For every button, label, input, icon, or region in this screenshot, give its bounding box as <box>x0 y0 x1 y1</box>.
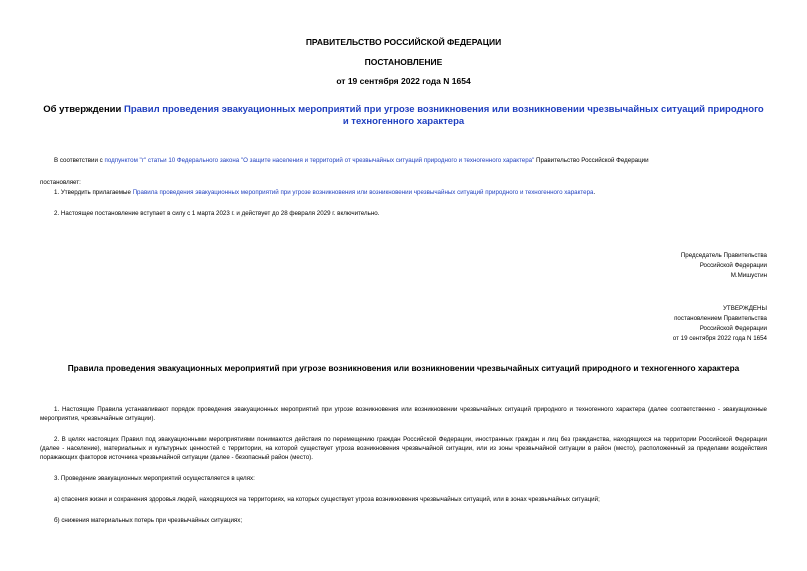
rules-paragraph-1: 1. Настоящие Правила устанавливают порядок проведения эвакуационных мероприятий при угрозе возникновения или возникновении чрезвычайных ситуаций природного и техногенного характера (далее соответственно - эвакуационные мероприятия, чрезвычайные ситуации). <box>40 406 767 422</box>
header-doc-type: ПОСТАНОВЛЕНИЕ <box>364 57 443 67</box>
item-1-link[interactable]: Правила проведения эвакуационных мероприятий при угрозе возникновения или возникновении чрезвычайных ситуаций природного и техногенного характера <box>132 189 594 196</box>
title-link[interactable]: Правил проведения эвакуационных мероприятий при угрозе возникновения или возникновении чрезвычайных ситуаций природного и техногенного характера <box>124 104 764 127</box>
rules-paragraph-3: 3. Проведение эвакуационных мероприятий осуществляется в целях: <box>54 475 255 482</box>
header-org: ПРАВИТЕЛЬСТВО РОССИЙСКОЙ ФЕДЕРАЦИИ <box>305 37 502 47</box>
preamble-law-link[interactable]: подпунктом "г" статьи 10 Федерального закона "О защите населения и территорий от чрезвычайных ситуаций природного и техногенного характера" <box>104 157 535 164</box>
rules-paragraph-3b: б) снижения материальных потерь при чрезвычайных ситуациях; <box>54 517 243 524</box>
approved-line-4: от 19 сентября 2022 года N 1654 <box>672 335 767 342</box>
header-date-number: от 19 сентября 2022 года N 1654 <box>336 76 471 86</box>
rules-paragraph-3a: а) спасения жизни и сохранения здоровья людей, находящихся на территориях, на которых существует угроза возникновения чрезвычайных ситуаций, или в зонах чрезвычайных ситуаций; <box>54 496 600 503</box>
title-prefix: Об утверждении <box>43 104 124 115</box>
approved-line-3: Российской Федерации <box>699 325 767 332</box>
preamble-decree: постановляет: <box>40 179 81 186</box>
signature-line-3: М.Мишустин <box>730 272 767 279</box>
approved-line-2: постановлением Правительства <box>674 315 767 322</box>
signature-line-2: Российской Федерации <box>699 262 767 269</box>
preamble-end: Правительство Российской Федерации <box>534 157 649 164</box>
signature-line-1: Председатель Правительства <box>680 252 767 259</box>
approved-line-1: УТВЕРЖДЕНЫ <box>723 305 767 312</box>
item-1-start: 1. Утвердить прилагаемые <box>54 189 133 196</box>
item-2: 2. Настоящее постановление вступает в силу с 1 марта 2023 г. и действует до 28 февраля 2029 г. включительно. <box>54 210 380 217</box>
document-title <box>40 104 767 128</box>
preamble-paragraph <box>40 156 780 165</box>
item-1 <box>54 188 784 197</box>
item-1-end: . <box>593 189 596 196</box>
preamble-start: В соответствии с <box>54 157 105 164</box>
rules-heading: Правила проведения эвакуационных мероприятий при угрозе возникновения или возникновении чрезвычайных ситуаций природного и техногенного характера <box>67 363 740 373</box>
rules-paragraph-2: 2. В целях настоящих Правил под эвакуационными мероприятиями понимаются действия по перемещению граждан Российской Федерации, иностранных граждан и лиц без гражданства, находящихся на территории Российской Федерации (далее - население), материальных и культурных ценностей с территории, на которой существует угроза возникновения чрезвычайной ситуации, или из зоны чрезвычайной ситуации в район (место), расположенный за пределами воздействия поражающих факторов источника чрезвычайной ситуации (далее - безопасный район (место). <box>40 436 767 461</box>
